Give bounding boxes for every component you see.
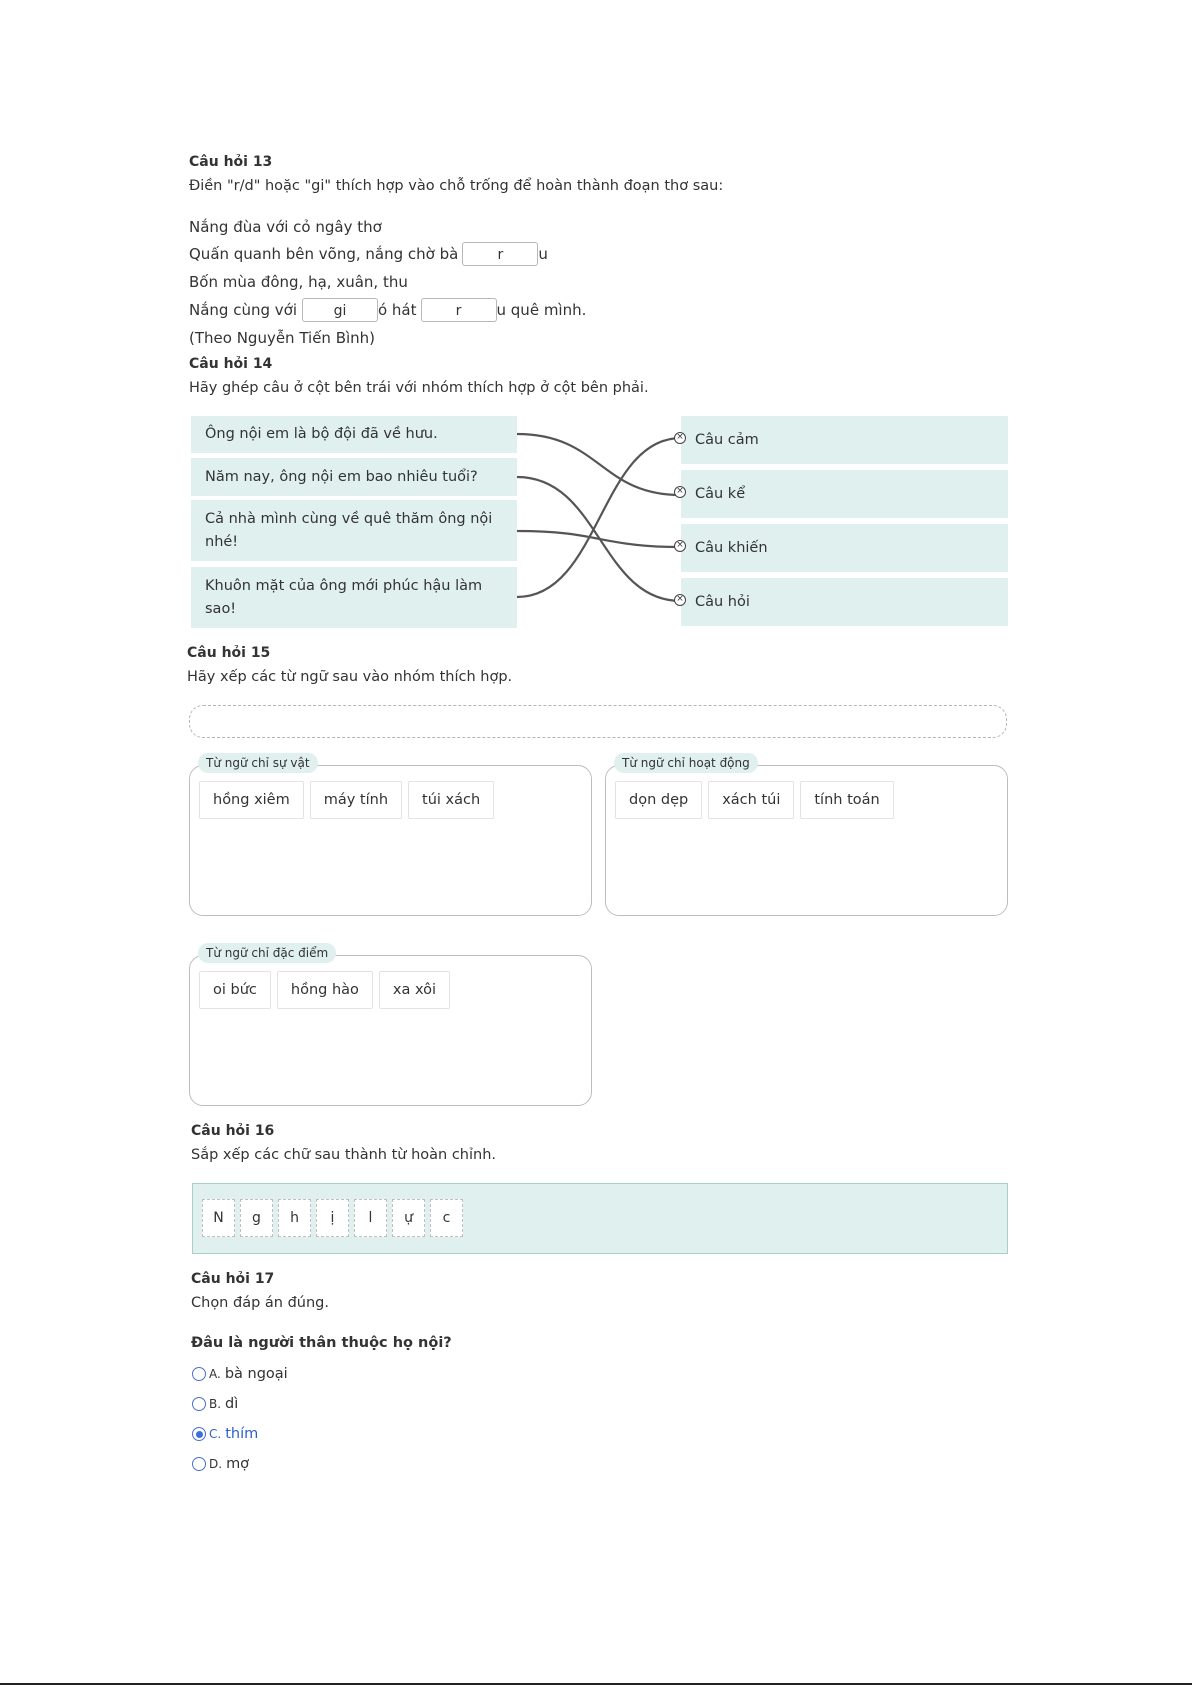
q13-title: Câu hỏi 13: [189, 154, 273, 170]
q15-instruction: Hãy xếp các từ ngữ sau vào nhóm thích hợp.: [187, 669, 513, 685]
match-right-item[interactable]: Câu hỏi: [681, 578, 1008, 626]
option-text: mợ: [226, 1456, 250, 1472]
match-connectors: [0, 0, 1192, 700]
group-label: Từ ngữ chỉ đặc điểm: [198, 943, 336, 963]
remove-match-icon[interactable]: ×: [674, 540, 686, 552]
blank-input-2[interactable]: gi: [302, 298, 378, 322]
radio-button-checked[interactable]: [192, 1427, 206, 1441]
word-chip[interactable]: máy tính: [310, 781, 402, 819]
option-text: dì: [225, 1396, 239, 1412]
word-chip[interactable]: tính toán: [800, 781, 893, 819]
option-key: B.: [209, 1397, 222, 1411]
poem-line-4-mid: ó hát: [377, 301, 417, 319]
q16-title: Câu hỏi 16: [191, 1123, 275, 1139]
match-left-item[interactable]: Năm nay, ông nội em bao nhiêu tuổi?: [191, 458, 517, 496]
letter-tile[interactable]: h: [278, 1199, 311, 1237]
poem-line-3: Bốn mùa đông, hạ, xuân, thu: [189, 273, 408, 291]
option-text: bà ngoại: [224, 1366, 288, 1382]
letter-arrange-area: [192, 1183, 1008, 1254]
letter-tile[interactable]: c: [430, 1199, 463, 1237]
letter-tile[interactable]: g: [240, 1199, 273, 1237]
answer-option[interactable]: [192, 1456, 249, 1472]
option-key: A.: [209, 1367, 221, 1381]
radio-button[interactable]: [192, 1367, 206, 1381]
match-left-item[interactable]: Ông nội em là bộ đội đã về hưu.: [191, 416, 517, 453]
poem-line-4-end: u quê mình.: [496, 301, 587, 319]
q14-title: Câu hỏi 14: [189, 356, 273, 372]
q13-instruction: Điền "r/d" hoặc "gi" thích hợp vào chỗ trống để hoàn thành đoạn thơ sau:: [189, 178, 724, 194]
answer-option[interactable]: [192, 1366, 288, 1382]
letter-tile[interactable]: ị: [316, 1199, 349, 1237]
poem-line-2-end: u: [538, 245, 548, 263]
q16-instruction: Sắp xếp các chữ sau thành từ hoàn chỉnh.: [191, 1147, 497, 1163]
radio-button[interactable]: [192, 1397, 206, 1411]
word-drop-zone[interactable]: [189, 705, 1007, 738]
word-chip[interactable]: dọn dẹp: [615, 781, 702, 819]
word-chip[interactable]: hồng xiêm: [199, 781, 304, 819]
match-right-item[interactable]: Câu kể: [681, 470, 1008, 518]
letter-tile[interactable]: N: [202, 1199, 235, 1237]
match-right-item[interactable]: Câu khiến: [681, 524, 1008, 572]
option-text: thím: [225, 1426, 259, 1442]
blank-input-3[interactable]: r: [421, 298, 497, 322]
option-key: C.: [209, 1427, 222, 1441]
group-label: Từ ngữ chỉ hoạt động: [614, 753, 758, 773]
remove-match-icon[interactable]: ×: [674, 594, 686, 606]
poem-line-1: Nắng đùa với cỏ ngây thơ: [189, 218, 382, 236]
poem-source: (Theo Nguyễn Tiến Bình): [189, 329, 376, 347]
option-key: D.: [209, 1457, 223, 1471]
poem-line-2-text: Quấn quanh bên võng, nắng chờ bà: [189, 245, 459, 263]
word-group-traits[interactable]: [189, 946, 592, 1106]
letter-tile[interactable]: ự: [392, 1199, 425, 1237]
q17-question: Đâu là người thân thuộc họ nội?: [191, 1335, 452, 1351]
answer-option-selected[interactable]: [192, 1426, 258, 1442]
match-right-item[interactable]: Câu cảm: [681, 416, 1008, 464]
word-group-actions[interactable]: [605, 756, 1008, 916]
connector-line: [517, 531, 681, 547]
word-chip[interactable]: hồng hào: [277, 971, 373, 1009]
blank-input-1[interactable]: r: [462, 242, 538, 266]
q17-instruction: Chọn đáp án đúng.: [191, 1295, 329, 1311]
poem-line-4-text: Nắng cùng với: [189, 301, 297, 319]
connector-line: [517, 438, 681, 597]
q17-title: Câu hỏi 17: [191, 1271, 275, 1287]
answer-option[interactable]: [192, 1396, 238, 1412]
word-chip[interactable]: túi xách: [408, 781, 494, 819]
word-group-things[interactable]: [189, 756, 592, 916]
q14-instruction: Hãy ghép câu ở cột bên trái với nhóm thích hợp ở cột bên phải.: [189, 380, 649, 396]
remove-match-icon[interactable]: ×: [674, 432, 686, 444]
radio-button[interactable]: [192, 1457, 206, 1471]
word-chip[interactable]: xách túi: [708, 781, 794, 819]
remove-match-icon[interactable]: ×: [674, 486, 686, 498]
word-chip[interactable]: oi bức: [199, 971, 271, 1009]
q15-title: Câu hỏi 15: [187, 645, 271, 661]
group-label: Từ ngữ chỉ sự vật: [198, 753, 318, 773]
match-left-item[interactable]: Khuôn mặt của ông mới phúc hậu làm sao!: [191, 567, 517, 628]
match-left-item[interactable]: Cả nhà mình cùng về quê thăm ông nội nhé!: [191, 500, 517, 561]
word-chip[interactable]: xa xôi: [379, 971, 450, 1009]
letter-tile[interactable]: l: [354, 1199, 387, 1237]
